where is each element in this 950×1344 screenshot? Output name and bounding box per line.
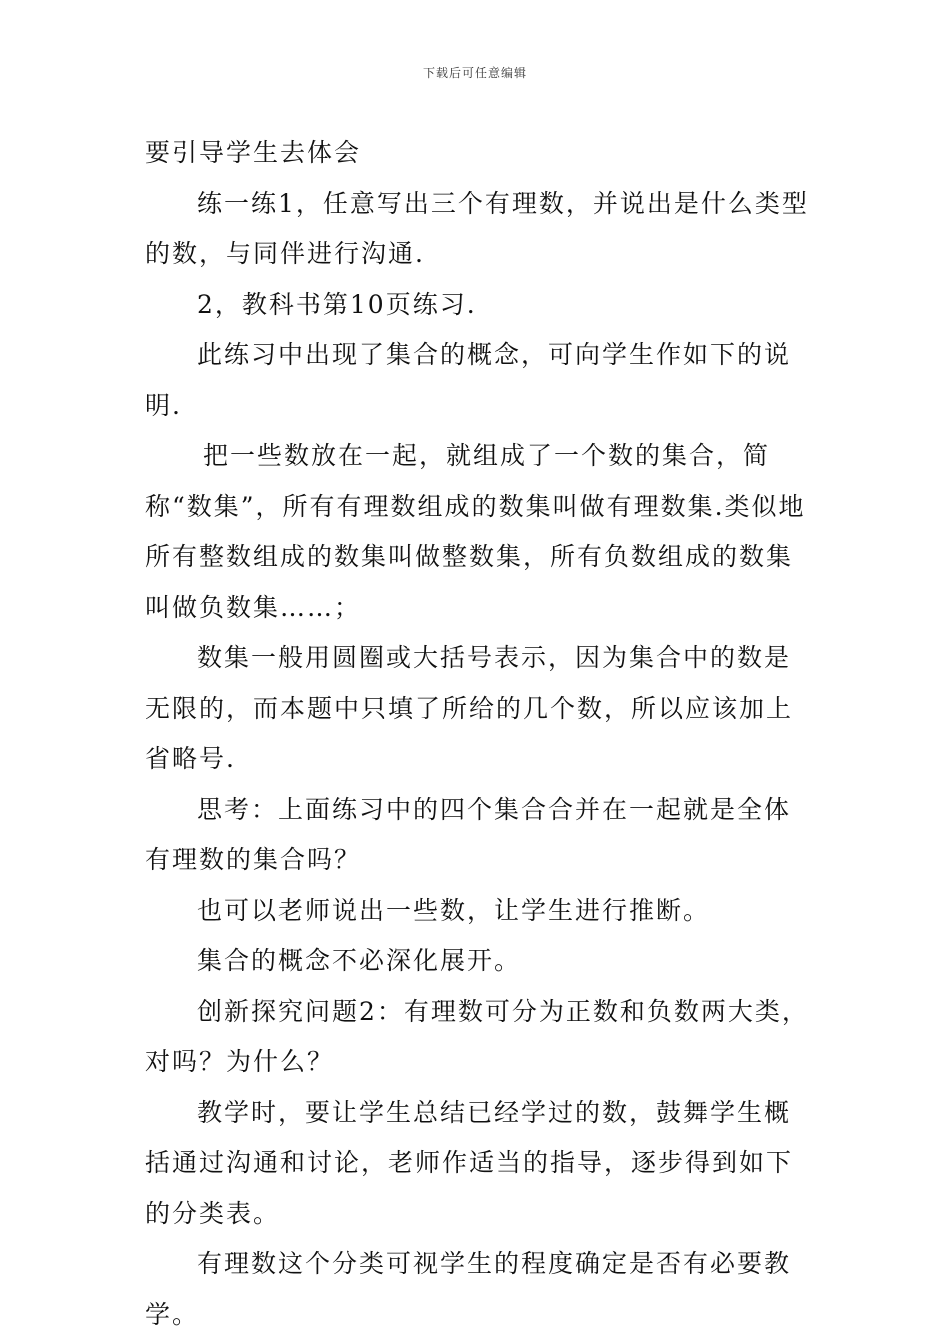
page-header-note: 下载后可任意编辑 [422,66,527,80]
paragraph-1: 要引导学生去体会 [145,138,362,167]
paragraph-7: 思考：上面练习中的四个集合合并在一起就是全体有理数的集合吗？ [145,794,792,874]
paragraph-8: 也可以老师说出一些数，让学生进行推断。 [197,895,711,925]
paragraph-10: 创新探究问题2：有理数可分为正数和负数两大类，对吗？为什么？ [145,996,809,1076]
paragraph-6: 数集一般用圆圈或大括号表示，因为集合中的数是无限的，而本题中只填了所给的几个数，所以应该加上省略号. [145,643,794,773]
paragraph-3: 2，教科书第10页练习. [197,289,477,319]
paragraph-4: 此练习中出现了集合的概念，可向学生作如下的说明. [145,340,792,420]
paragraph-9: 集合的概念不必深化展开。 [197,946,522,975]
paragraph-12: 有理数这个分类可视学生的程度确定是否有必要教学。 [145,1249,792,1329]
paragraph-5: 把一些数放在一起，就组成了一个数的集合，简称“数集”，所有有理数组成的数集叫做有理数集.类似地所有整数组成的数集叫做整数集，所有负数组成的数集叫做负数集……； [145,441,806,622]
document-body [145,128,810,1340]
paragraph-2: 练一练1，任意写出三个有理数，并说出是什么类型的数，与同伴进行沟通. [145,188,809,268]
paragraph-11: 教学时，要让学生总结已经学过的数，鼓舞学生概括通过沟通和讨论，老师作适当的指导，逐步得到如下的分类表。 [145,1097,794,1228]
